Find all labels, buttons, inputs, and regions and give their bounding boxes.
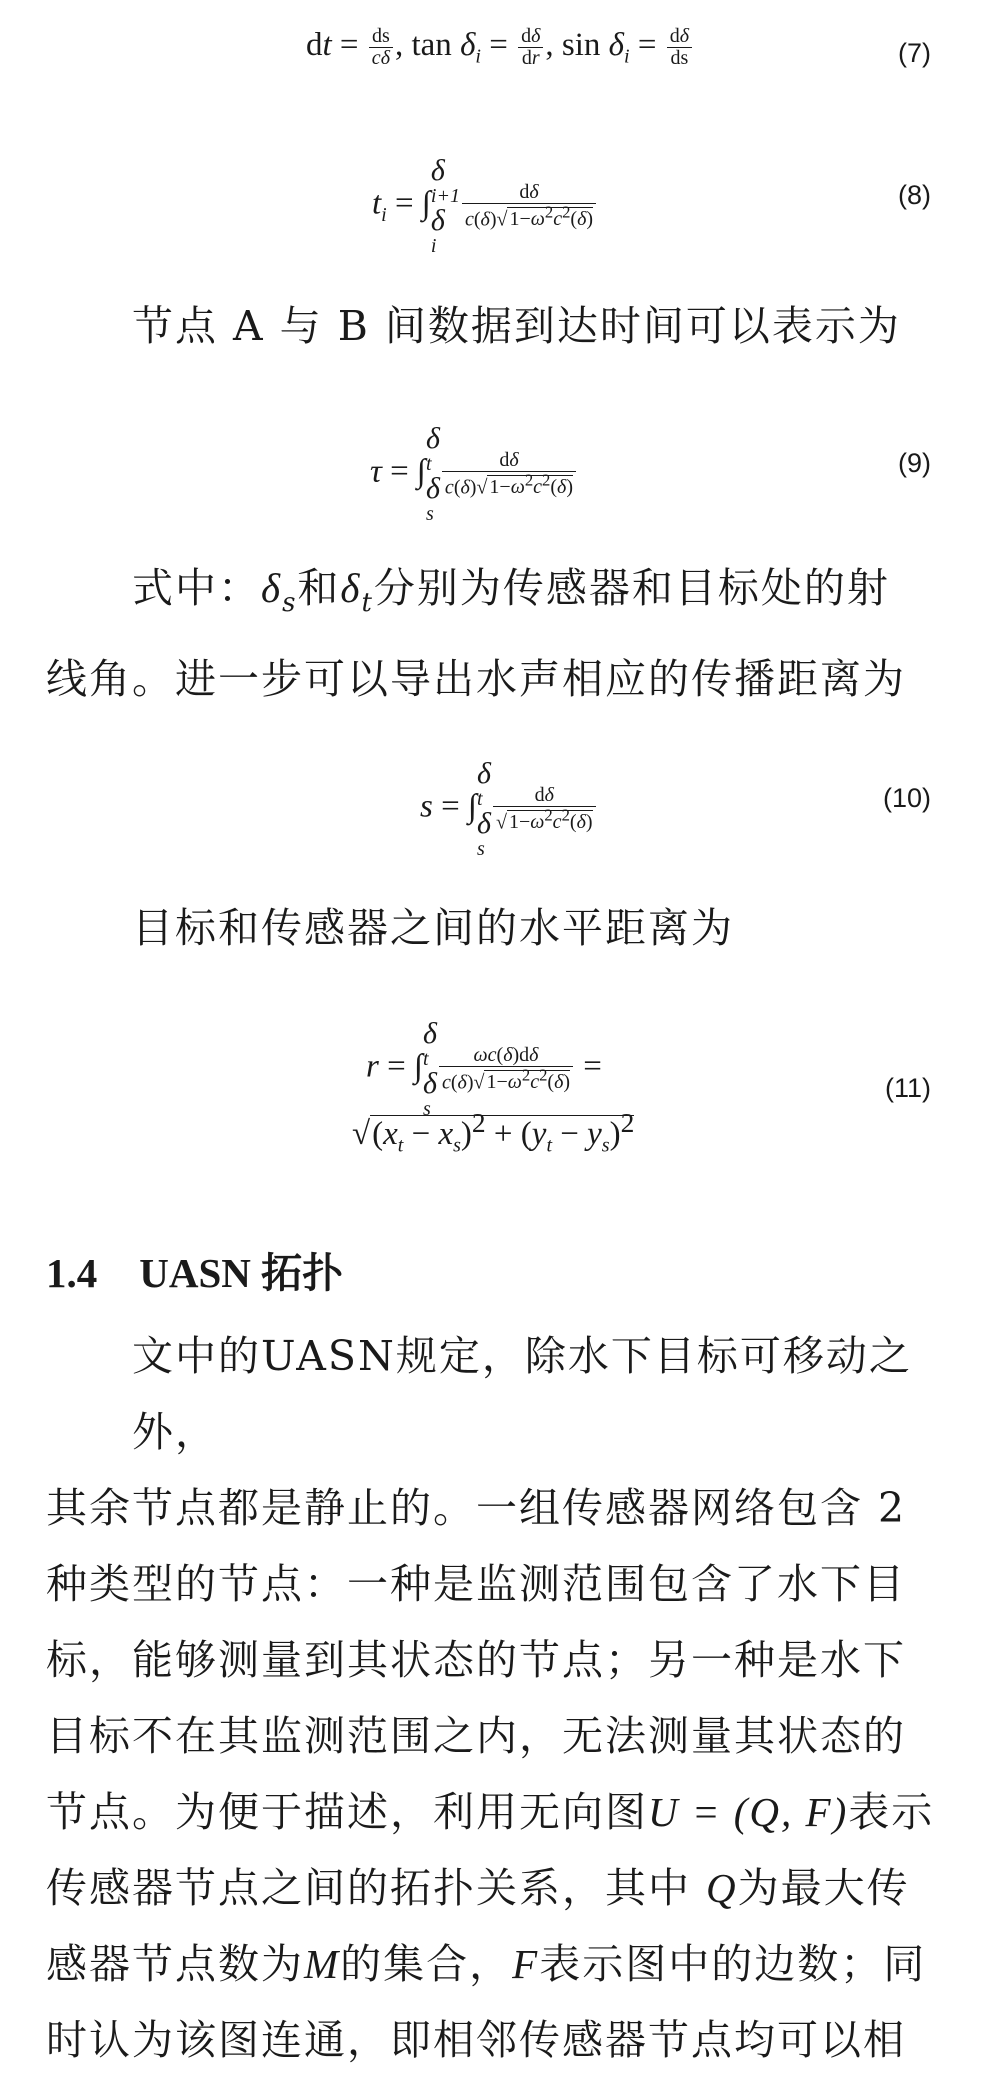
frac: $\frac{d\delta}{c(\delta)√ 1-\omega^2c^2(\delta)}$	[442, 450, 576, 499]
frac: $\frac{\omega c(\delta)d\delta}{c(\delta)√ 1-\omega^2c^2(\delta)}$	[439, 1045, 573, 1094]
equation-9	[0, 420, 985, 525]
text-line: 感器节点数为M的集合，F表示图中的边数；同	[46, 1940, 927, 1988]
text-line: 线角。进一步可以导出水声相应的传播距离为	[46, 655, 906, 704]
equation-7-body: dt = $\frac{ds}{c\delta}$ , $\tan \delta_i$ = $\frac{d\delta}{dr}$ , $\sin \delta_i$ = $\frac{d\delta}{ds}$	[306, 26, 694, 69]
integral-limits: δ t δ s	[425, 422, 440, 525]
equation-11-body: r = ∫ δ t δ s $\frac{\omega c(\delta)d\delta}{c(\delta)√ 1-\omega^2c^2(\delta)}$ =	[366, 1017, 602, 1120]
equation-number: (11)	[884, 1073, 931, 1103]
text-line: 时认为该图连通，即相邻传感器节点均可以相	[46, 2016, 906, 2064]
paragraph	[46, 550, 946, 717]
text-line: 式中：$\delta_s$和$\delta_t$分别为传感器和目标处的射	[132, 564, 890, 619]
text-line: 节点 A 与 B 间数据到达时间可以表示为	[132, 302, 901, 350]
text-line: 目标和传感器之间的水平距离为	[132, 904, 734, 952]
equation-8	[0, 150, 985, 257]
text-line: 目标不在其监测范围之内，无法测量其状态的	[46, 1712, 906, 1760]
integral-limits: δ t δ s	[477, 757, 491, 860]
frac: $\frac{d\delta}{√ 1-\omega^2c^2(\delta)}$	[493, 785, 596, 834]
paragraph	[46, 890, 946, 966]
section-heading	[46, 1240, 343, 1299]
text-line: 标，能够测量到其状态的节点；另一种是水下	[46, 1636, 906, 1684]
equation-10-body: s = ∫ δ t δ s $\frac{d\delta}{√ 1-\omega^2c^2(\delta)}$	[420, 759, 598, 859]
section-number: 1.4	[46, 1250, 98, 1296]
text-line: 其余节点都是静止的。一组传感器网络包含 2	[46, 1484, 907, 1532]
equation-8-body: $t_i$ = ∫ δ i+1 δ i $\frac{d\delta}{c(\delta)√ 1-\omega^2c^2(\delta)}$	[372, 156, 598, 256]
frac: $\frac{d\delta}{ds}$	[667, 26, 692, 69]
frac: $\frac{d\delta}{c(\delta)√ 1-\omega^2c^2(\delta)}$	[462, 182, 596, 231]
paragraph	[46, 1318, 946, 2078]
equation-number: (7)	[898, 38, 931, 68]
equation-9-body: τ = ∫ δ t δ s $\frac{d\delta}{c(\delta)√ 1-\omega^2c^2(\delta)}$	[370, 424, 578, 524]
integral-limits: δ i+1 δ i	[430, 154, 460, 257]
equation-11	[0, 1015, 985, 1175]
equation-10	[0, 755, 985, 860]
text-line: 传感器节点之间的拓扑关系，其中 Q为最大传	[46, 1864, 910, 1912]
text-line: 文中的UASN规定，除水下目标可移动之外，	[132, 1332, 912, 1456]
frac: $\frac{ds}{c\delta}$	[369, 26, 393, 69]
equation-number: (8)	[898, 180, 931, 210]
frac: $\frac{d\delta}{dr}$	[518, 26, 543, 69]
paragraph	[46, 288, 946, 364]
equation-number: (10)	[882, 783, 931, 813]
text-line: 种类型的节点：一种是监测范围包含了水下目	[46, 1560, 906, 1608]
text-line: 节点。为便于描述，利用无向图U = (Q, F)表示	[46, 1788, 935, 1836]
integral-limits: δ t δ s	[423, 1017, 437, 1120]
section-title: UASN 拓扑	[139, 1250, 344, 1296]
equation-7	[0, 22, 985, 92]
equation-number: (9)	[898, 448, 931, 478]
equation-11-body-line2: $√(x_t - x_s)^2 + (y_t - y_s)^2$	[352, 1107, 635, 1157]
